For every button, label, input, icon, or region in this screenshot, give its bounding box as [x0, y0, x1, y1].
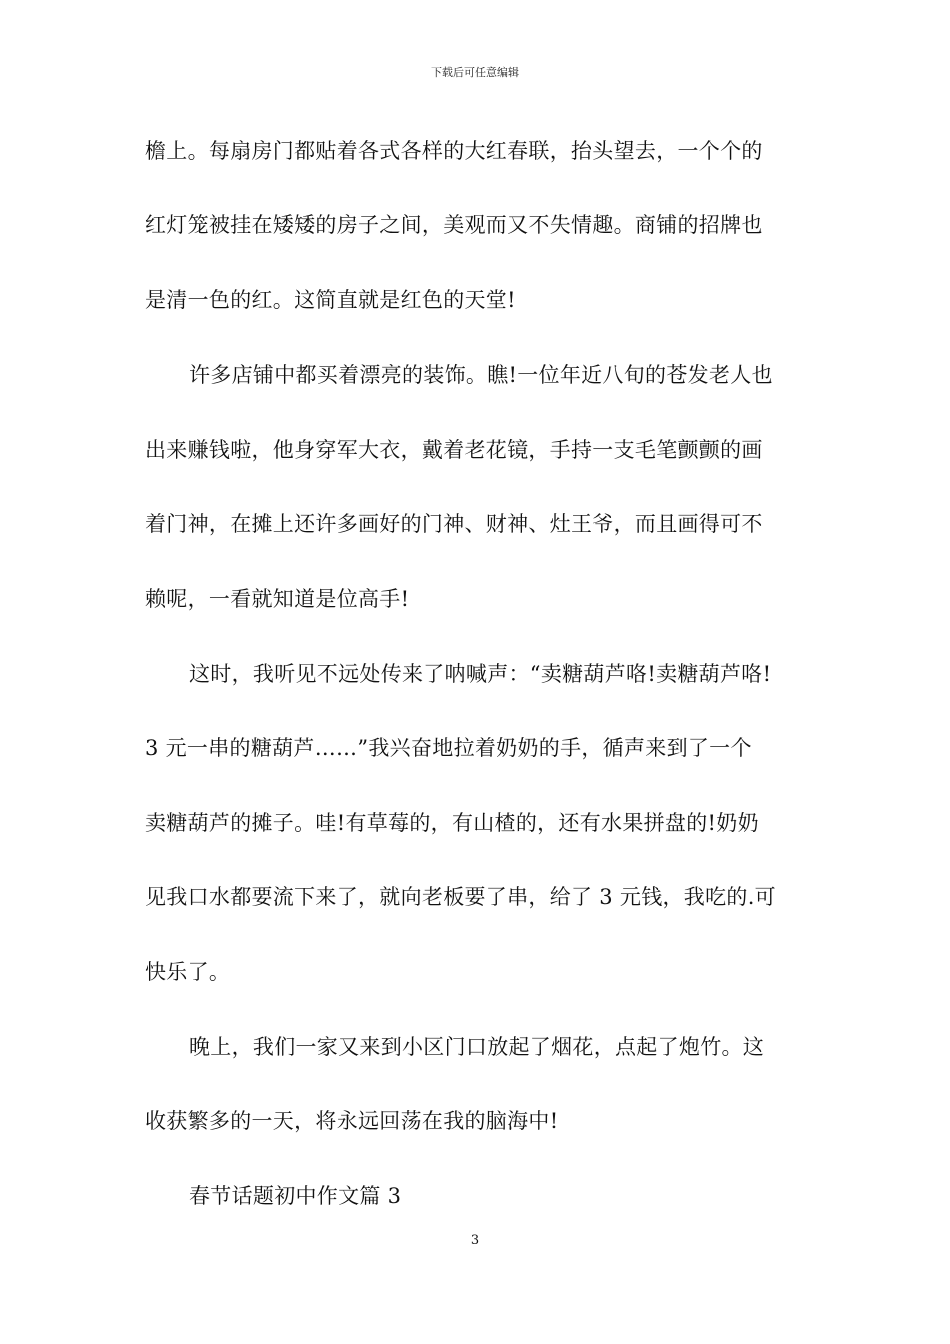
paragraph-line: 3 元一串的糖葫芦……”我兴奋地拉着奶奶的手，循声来到了一个 — [145, 736, 752, 760]
page-header: 下载后可任意编辑 — [431, 66, 519, 79]
paragraph-line: 檐上。每扇房门都贴着各式各样的大红春联，抬头望去，一个个的 — [145, 139, 763, 163]
paragraph-line: 见我口水都要流下来了，就向老板要了串，给了 3 元钱，我吃的.可 — [145, 885, 776, 909]
paragraph-line: 许多店铺中都买着漂亮的装饰。瞧!一位年近八旬的苍发老人也 — [189, 363, 773, 387]
paragraph-line: 红灯笼被挂在矮矮的房子之间，美观而又不失情趣。商铺的招牌也 — [145, 213, 763, 237]
paragraph-line: 卖糖葫芦的摊子。哇!有草莓的，有山楂的，还有水果拼盘的!奶奶 — [145, 811, 759, 835]
paragraph-line: 收获繁多的一天，将永远回荡在我的脑海中! — [145, 1109, 559, 1133]
paragraph-line: 着门神，在摊上还许多画好的门神、财神、灶王爷，而且画得可不 — [145, 512, 763, 536]
paragraph-line: 赖呢，一看就知道是位高手! — [145, 587, 410, 611]
paragraph-line: 晚上，我们一家又来到小区门口放起了烟花，点起了炮竹。这 — [189, 1035, 765, 1059]
section-heading: 春节话题初中作文篇 3 — [189, 1184, 402, 1208]
page-number: 3 — [470, 1233, 480, 1248]
paragraph-line: 快乐了。 — [145, 960, 231, 984]
paragraph-line: 出来赚钱啦，他身穿军大衣，戴着老花镜，手持一支毛笔颤颤的画 — [145, 438, 763, 462]
paragraph-line: 这时，我听见不远处传来了呐喊声：“卖糖葫芦咯!卖糖葫芦咯! — [189, 662, 772, 686]
paragraph-line: 是清一色的红。这简直就是红色的天堂! — [145, 288, 516, 312]
